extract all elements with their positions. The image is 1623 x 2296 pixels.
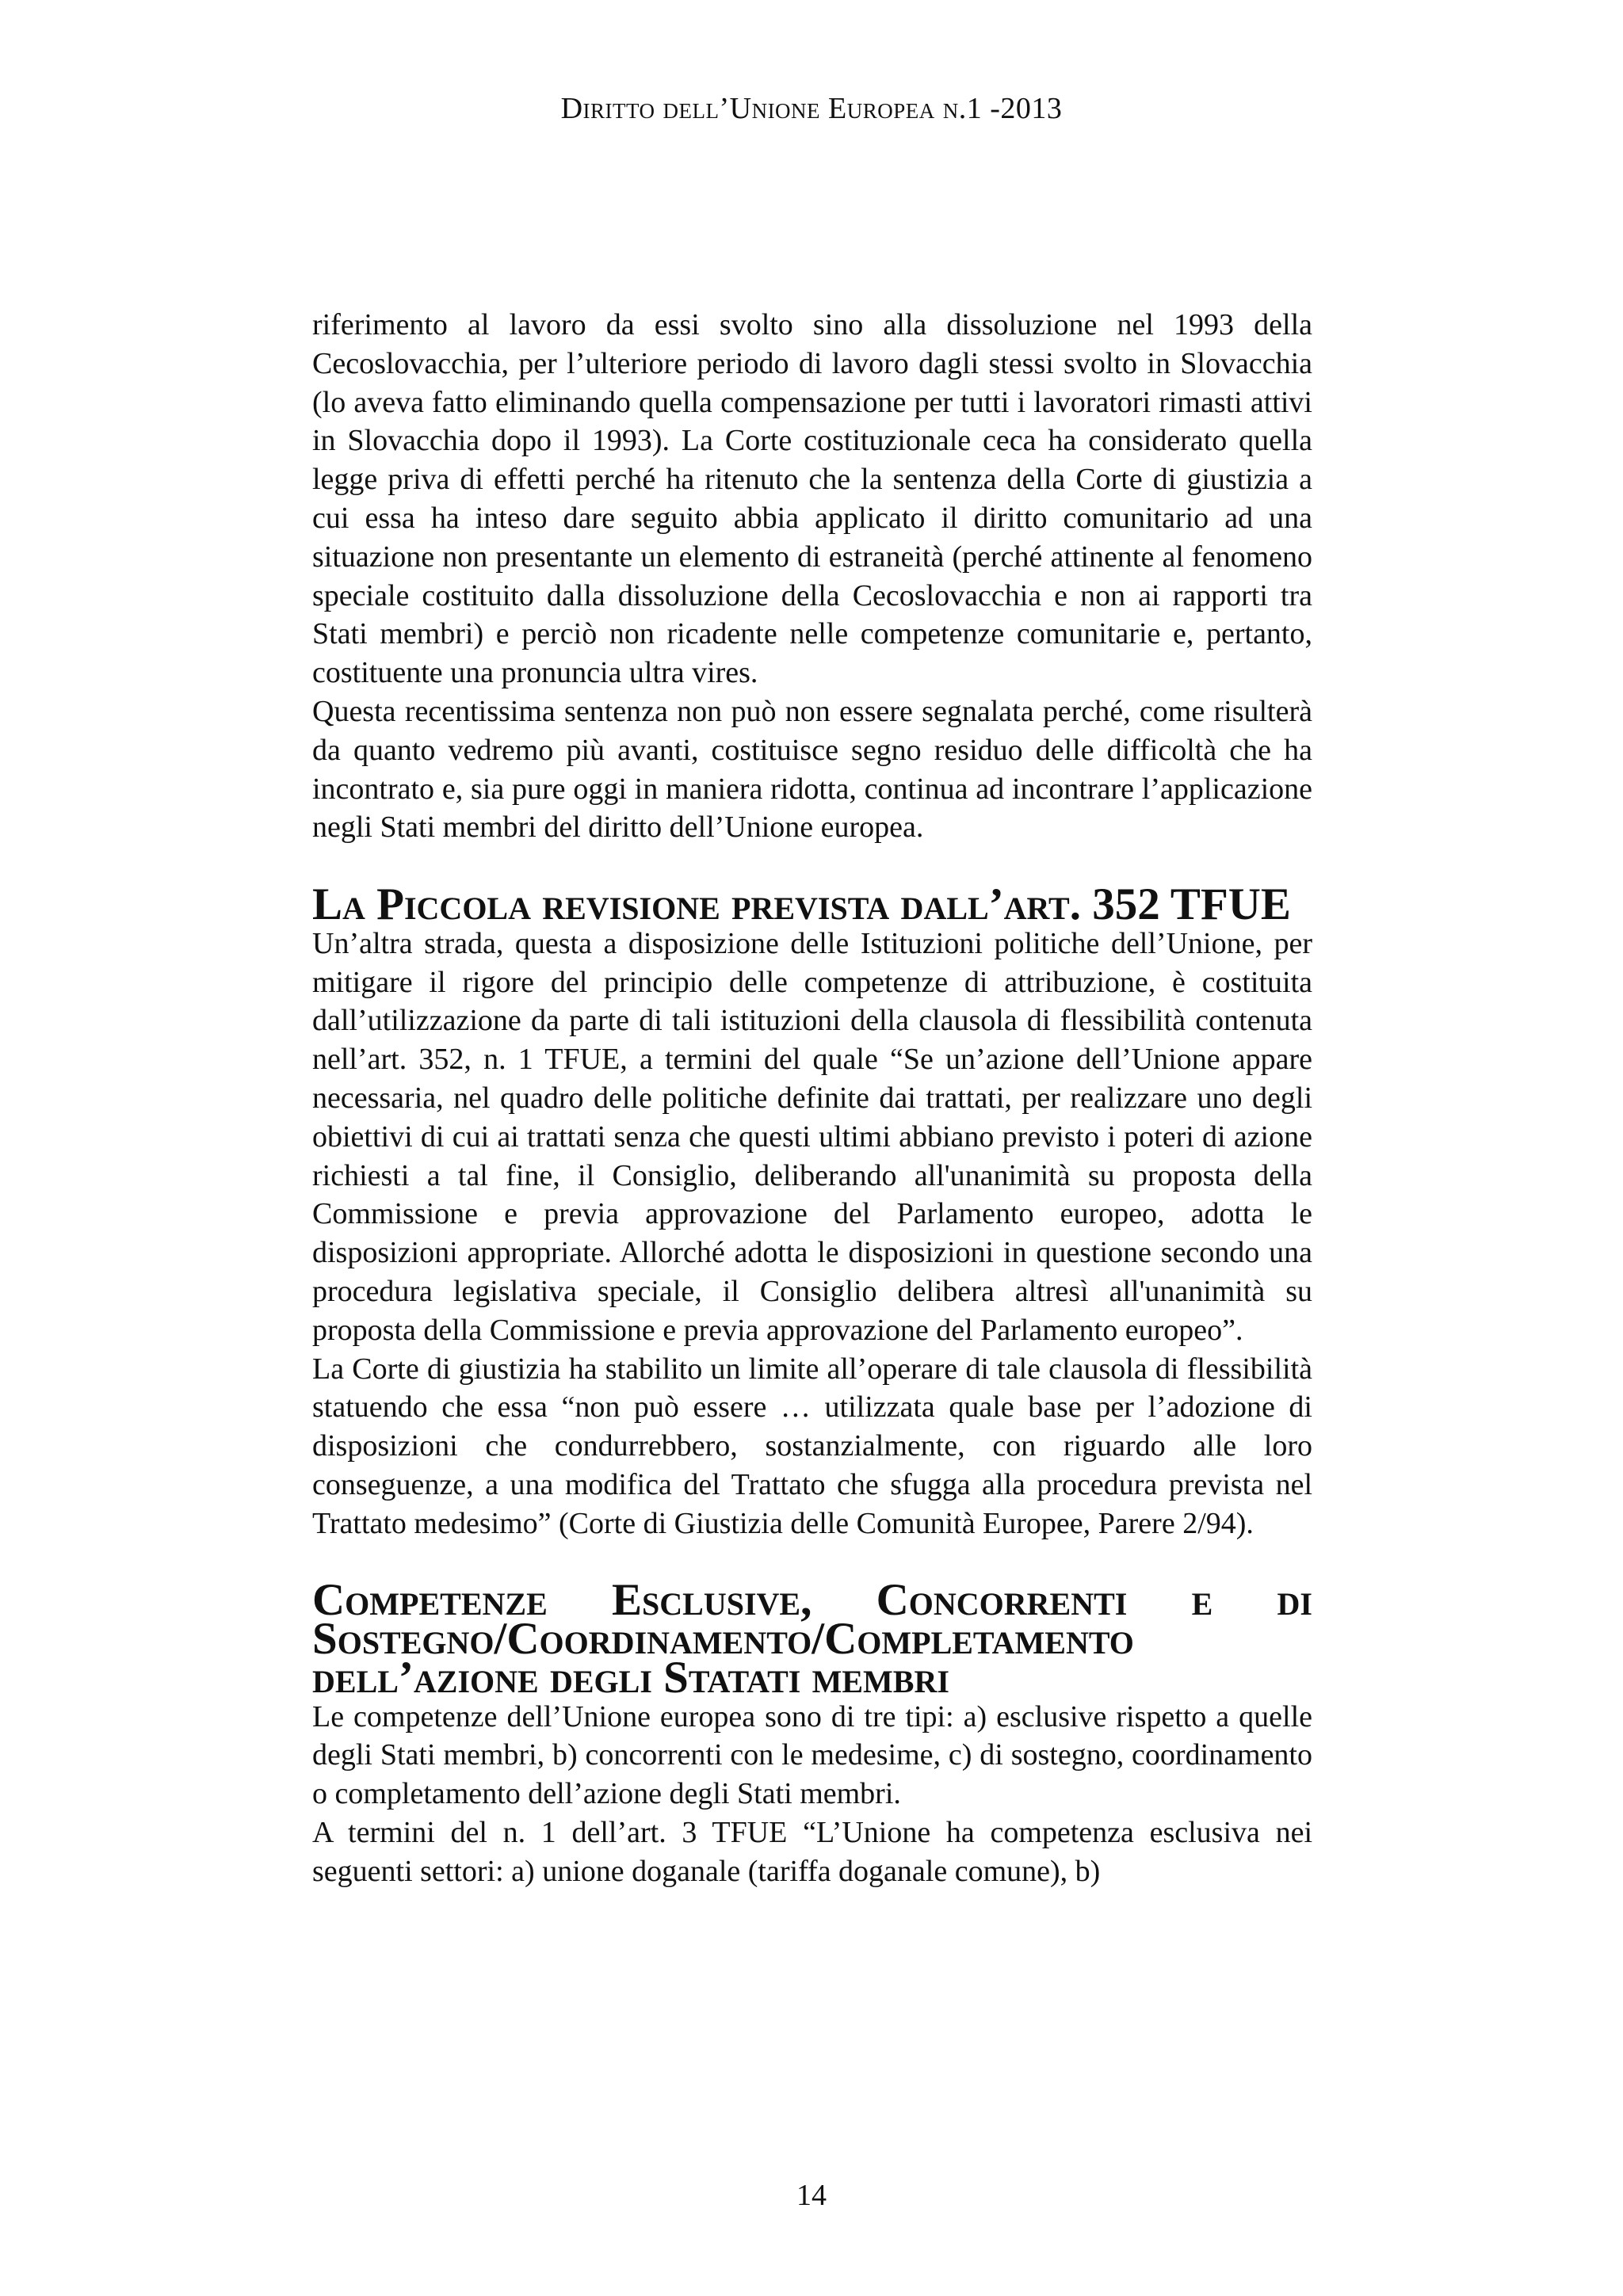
section-heading: La Piccola revisione prevista dall’art. 352 TFUE	[312, 879, 1291, 929]
body-text	[312, 306, 1312, 1891]
section-heading: Competenze Esclusive, Concorrenti e di Sostegno/Coordinamento/Completamento dell’azione degli Statati membri	[312, 1575, 1312, 1703]
body-paragraph: A termini del n. 1 dell’art. 3 TFUE “L’Unione ha competenza esclusiva nei seguenti settori: a) unione doganale (tariffa doganale comune), b)	[312, 1816, 1312, 1888]
body-paragraph: Un’altra strada, questa a disposizione delle Istituzioni politiche dell’Unione, per mitigare il rigore del principio delle competenze di attribuzione, è costituita dall’utilizzazione da parte di tali istituzioni della clausola di flessibilità contenuta nell’art. 352, n. 1 TFUE, a termini del quale “Se un’azione dell’Unione appare necessaria, nel quadro delle politiche definite dai trattati, per realizzare uno degli obiettivi di cui ai trattati senza che questi ultimi abbiano previsto i poteri di azione richiesti a tal fine, il Consiglio, deliberando all'unanimità su proposta della Commissione e previa approvazione del Parlamento europeo, adotta le disposizioni appropriate. Allorché adotta le disposizioni in questione secondo una procedura legislativa speciale, il Consiglio delibera altresì all'unanimità su proposta della Commissione e previa approvazione del Parlamento europeo”.	[312, 926, 1312, 1347]
running-header: Diritto dell’Unione Europea n.1 -2013	[560, 92, 1063, 125]
body-paragraph: Le competenze dell’Unione europea sono di tre tipi: a) esclusive rispetto a quelle degli Stati membri, b) concorrenti con le medesime, c) di sostegno, coordinamento o completamento dell’azione degli Stati membri.	[312, 1699, 1312, 1811]
body-paragraph: La Corte di giustizia ha stabilito un limite all’operare di tale clausola di flessibilità statuendo che essa “non può essere … utilizzata quale base per l’adozione di disposizioni che condurrebbero, sostanzialmente, con riguardo alle loro conseguenze, a una modifica del Trattato che sfugga alla procedura prevista nel Trattato medesimo” (Corte di Giustizia delle Comunità Europee, Parere 2/94).	[312, 1352, 1312, 1540]
page-number: 14	[796, 2179, 827, 2212]
body-paragraph: Questa recentissima sentenza non può non essere segnalata perché, come risulterà da quanto vedremo più avanti, costituisce segno residuo delle difficoltà che ha incontrato e, sia pure oggi in maniera ridotta, continua ad incontrare l’applicazione negli Stati membri del diritto dell’Unione europea.	[312, 694, 1312, 845]
body-paragraph: riferimento al lavoro da essi svolto sino alla dissoluzione nel 1993 della Cecoslovacchia, per l’ulteriore periodo di lavoro dagli stessi svolto in Slovacchia (lo aveva fatto eliminando quella compensazione per tutti i lavoratori rimasti attivi in Slovacchia dopo il 1993). La Corte costituzionale ceca ha considerato quella legge priva di effetti perché ha ritenuto che la sentenza della Corte di giustizia a cui essa ha inteso dare seguito abbia applicato il diritto comunitario ad una situazione non presentante un elemento di estraneità (perché attinente al fenomeno speciale costituito dalla dissoluzione della Cecoslovacchia e non ai rapporti tra Stati membri) e perciò non ricadente nelle competenze comunitarie e, pertanto, costituente una pronuncia ultra vires.	[312, 308, 1312, 690]
